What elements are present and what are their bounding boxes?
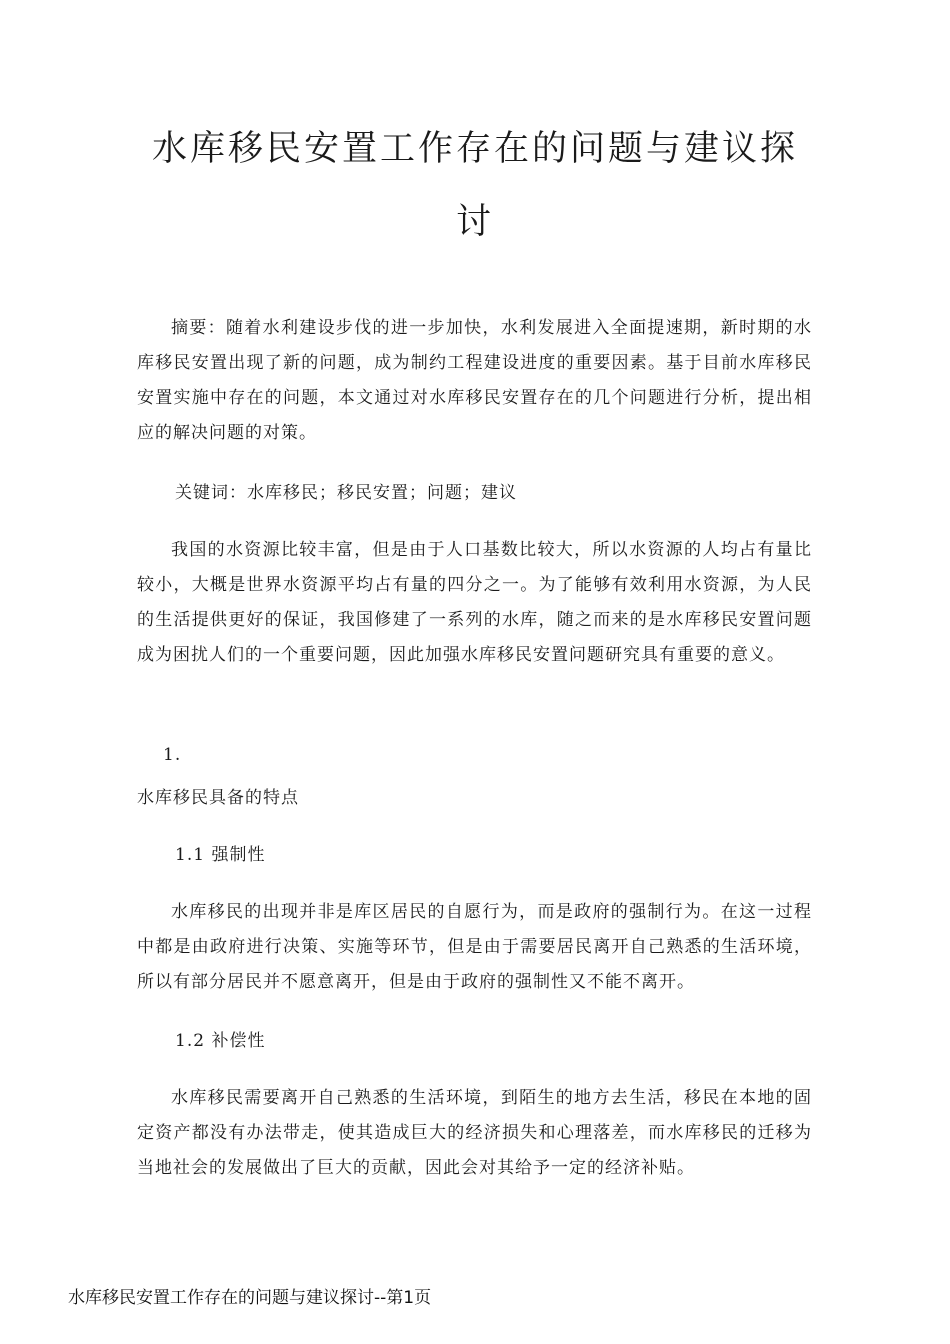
subsection-1-1-title: 1.1 强制性 <box>175 845 266 865</box>
intro-paragraph: 我国的水资源比较丰富，但是由于人口基数比较大，所以水资源的人均占有量比较小，大概是世界水资源平均占有量的四分之一。为了能够有效利用水资源，为人民的生活提供更好的保证，我国修建了一系列的水库，随之而来的是水库移民安置问题成为困扰人们的一个重要问题，因此加强水库移民安置问题研究具有重要的意义。 <box>137 540 812 665</box>
subsection-1-2-title: 1.2 补偿性 <box>175 1031 266 1051</box>
document-title-line2: 讨 <box>455 202 494 242</box>
document-title-line1: 水库移民安置工作存在的问题与建议探 <box>151 129 798 169</box>
abstract-paragraph: 摘要：随着水利建设步伐的进一步加快，水利发展进入全面提速期，新时期的水库移民安置出现了新的问题，成为制约工程建设进度的重要因素。基于目前水库移民安置实施中存在的问题，本文通过对水库移民安置存在的几个问题进行分析，提出相应的解决问题的对策。 <box>137 318 812 443</box>
section-1-number: 1. <box>163 745 182 765</box>
keywords-line: 关键词：水库移民；移民安置；问题；建议 <box>175 483 517 503</box>
subsection-1-1-body: 水库移民的出现并非是库区居民的自愿行为，而是政府的强制行为。在这一过程中都是由政府进行决策、实施等环节，但是由于需要居民离开自己熟悉的生活环境，所以有部分居民并不愿意离开，但是由于政府的强制性又不能不离开。 <box>137 902 812 992</box>
page-footer: 水库移民安置工作存在的问题与建议探讨--第1页 <box>68 1288 432 1308</box>
subsection-1-2-body: 水库移民需要离开自己熟悉的生活环境，到陌生的地方去生活，移民在本地的固定资产都没有办法带走，使其造成巨大的经济损失和心理落差，而水库移民的迁移为当地社会的发展做出了巨大的贡献，因此会对其给予一定的经济补贴。 <box>137 1088 812 1178</box>
section-1-title: 水库移民具备的特点 <box>137 788 299 808</box>
